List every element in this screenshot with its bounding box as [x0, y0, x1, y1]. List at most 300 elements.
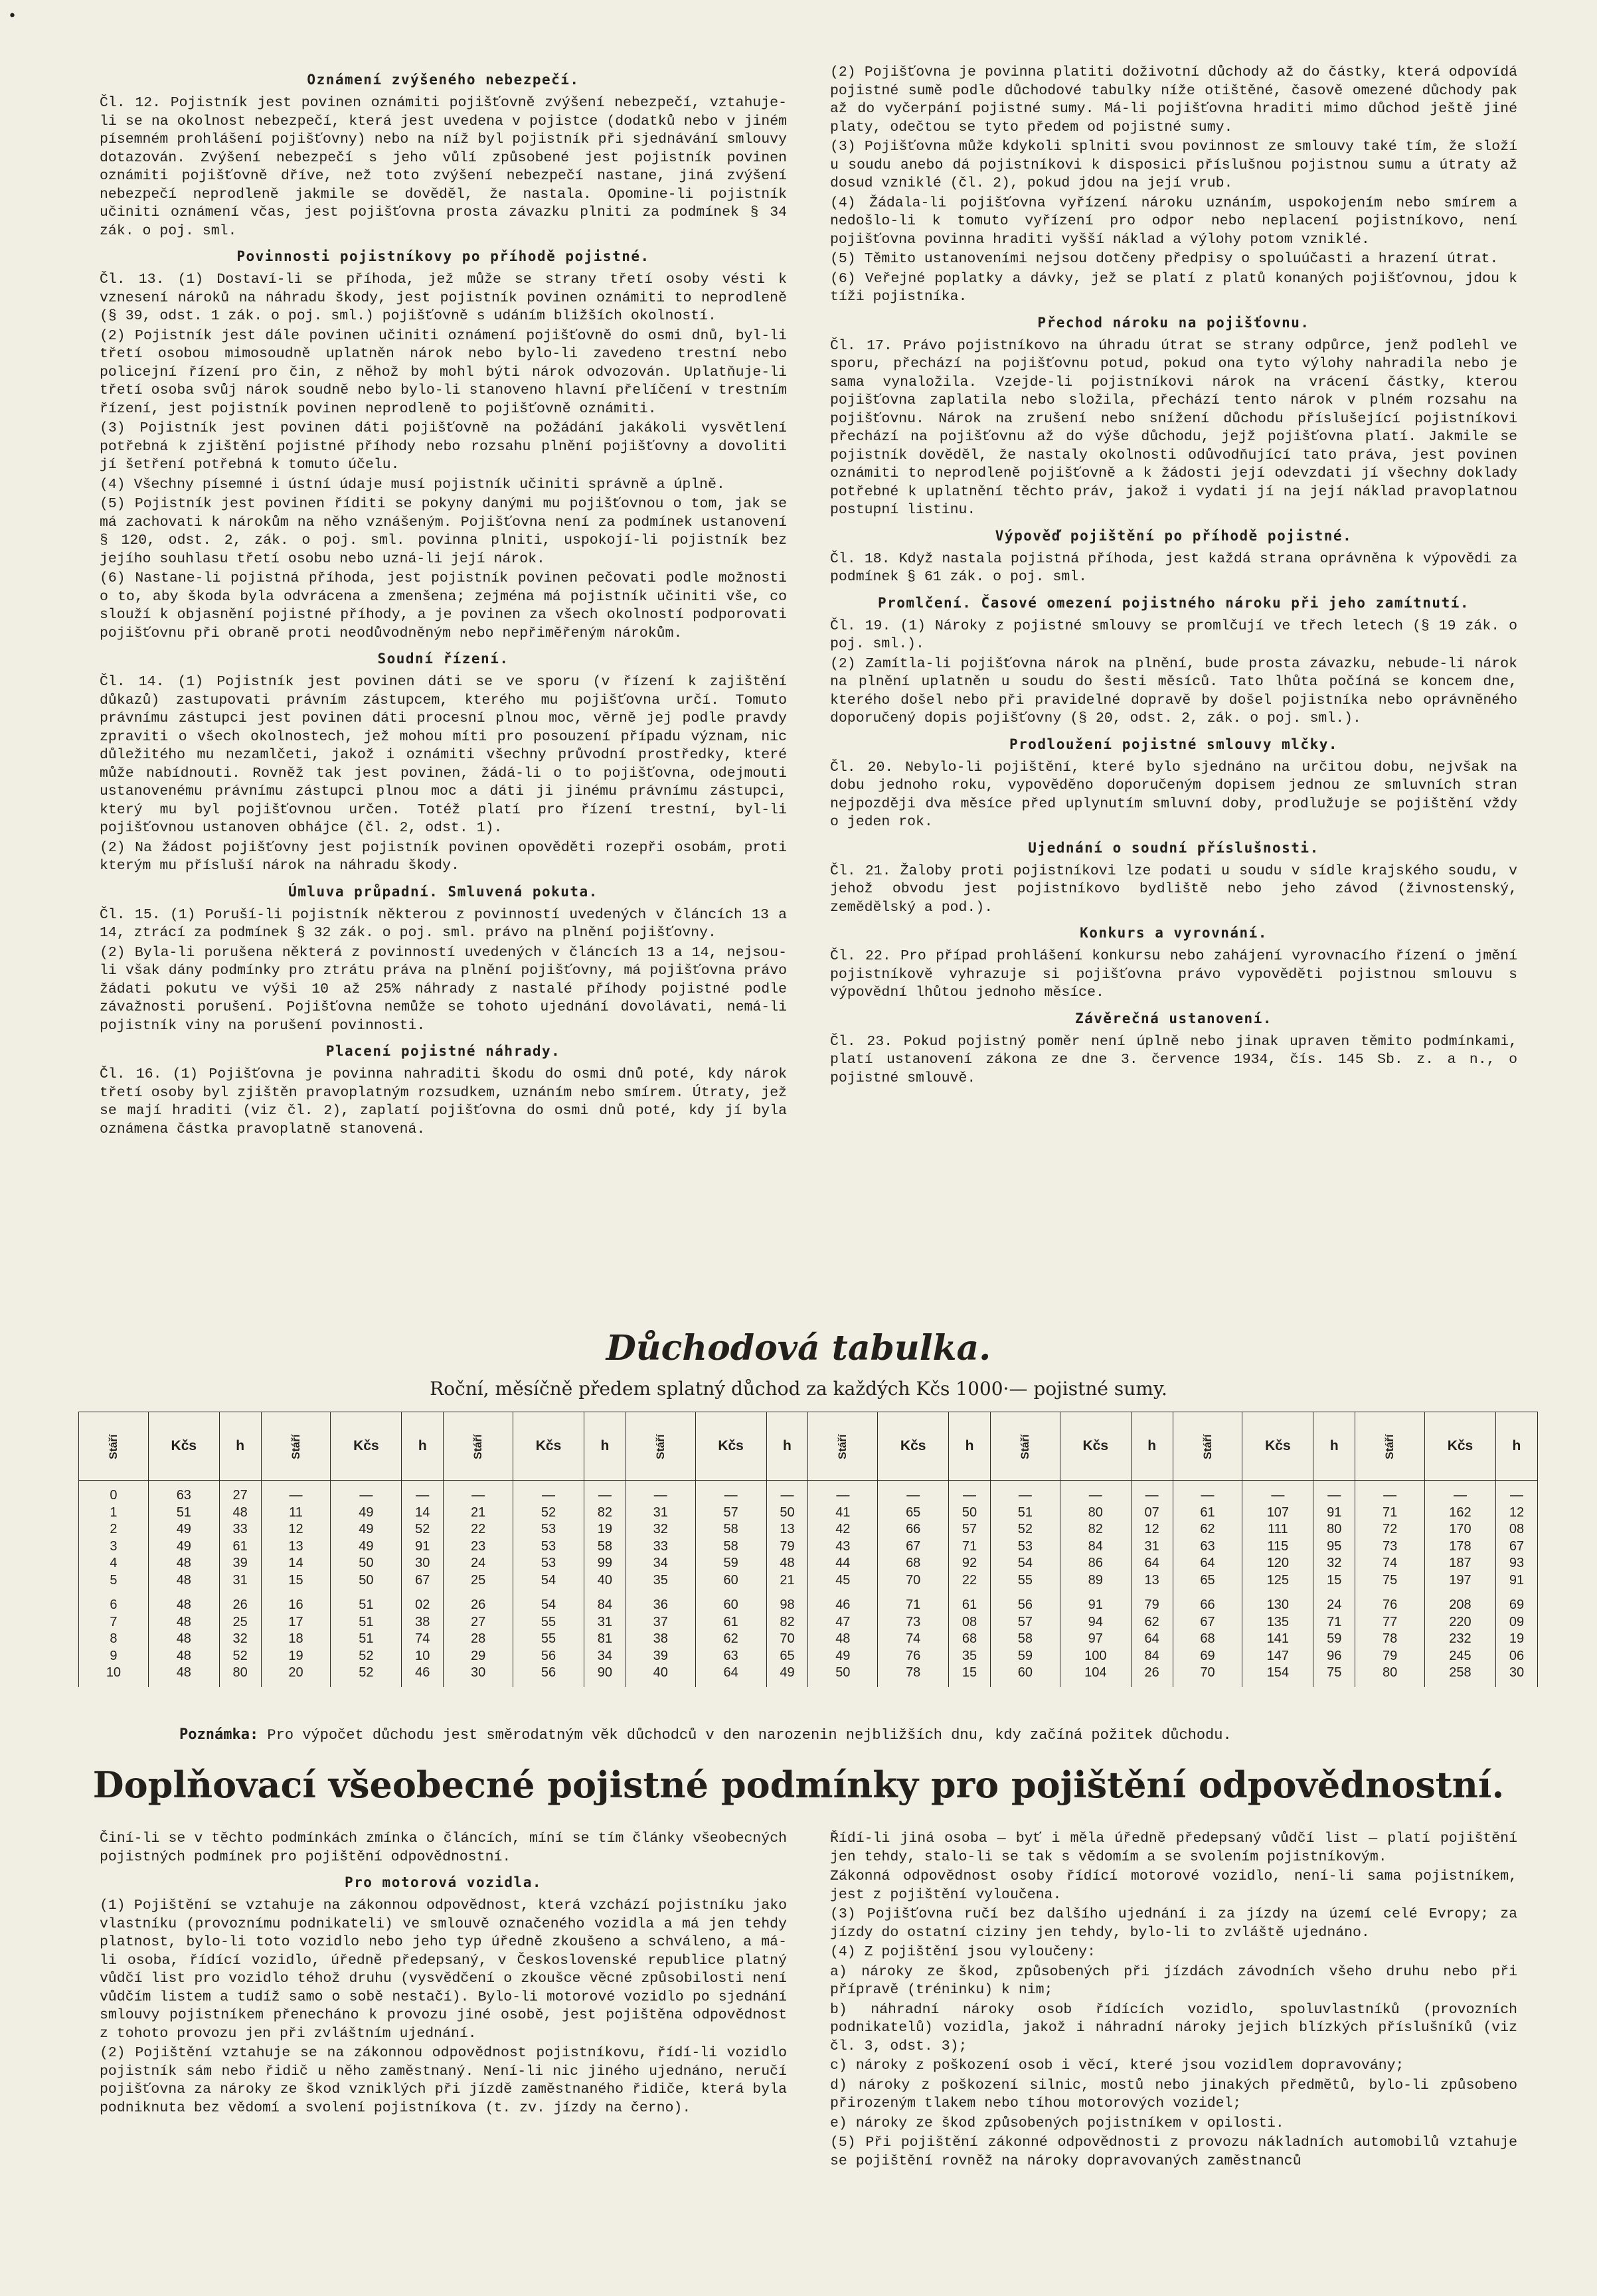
supplementary-conditions-title: Doplňovací všeobecné pojistné podmínky pro pojištění odpovědnostní. — [92, 1763, 1505, 1806]
column-header — [261, 1412, 331, 1481]
column-header — [584, 1412, 626, 1481]
table-cell: 74 — [402, 1631, 444, 1648]
table-cell: 60 — [990, 1665, 1060, 1687]
table-cell: 63 — [1173, 1538, 1242, 1556]
table-cell: 65 — [766, 1648, 808, 1665]
table-cell: 71 — [1313, 1614, 1355, 1631]
table-cell: 22 — [444, 1521, 513, 1538]
table-cell: 48 — [148, 1614, 219, 1631]
column-header — [949, 1412, 991, 1481]
table-cell: 52 — [219, 1648, 261, 1665]
table-cell: 36 — [626, 1589, 695, 1614]
paragraph: (4) Z pojištění jsou vyloučeny: — [830, 1944, 1096, 1960]
table-cell: 47 — [808, 1614, 878, 1631]
table-cell: 06 — [1495, 1648, 1537, 1665]
table-cell: 58 — [990, 1631, 1060, 1648]
table-cell: 197 — [1425, 1572, 1496, 1590]
column-header-label: Kčs — [171, 1438, 197, 1453]
paragraph: e) nároky ze škod způsobených pojistníkem v opilosti. — [830, 2115, 1284, 2131]
table-cell: 59 — [990, 1648, 1060, 1665]
table-cell: 51 — [331, 1614, 402, 1631]
paragraph: (5) Při pojištění zákonné odpovědnosti z provozu nákladních automobilů vztahuje se pojištění rovněž na nároky dopravovaných zaměstnanců — [830, 2135, 1517, 2169]
column-header — [990, 1412, 1060, 1481]
table-cell: — — [1313, 1481, 1355, 1505]
table-cell: 43 — [808, 1538, 878, 1556]
table-cell: 55 — [513, 1631, 584, 1648]
table-cell: 46 — [402, 1665, 444, 1687]
table-cell: 154 — [1242, 1665, 1313, 1687]
section-heading: Povinnosti pojistníkovy po příhodě pojistné. — [236, 248, 650, 264]
column-header — [1355, 1412, 1425, 1481]
table-cell: 50 — [766, 1505, 808, 1522]
column-header-label: Stáří — [106, 1434, 120, 1459]
paragraph: Čl. 12. Pojistník jest povinen oznámiti pojišťovně zvýšení nebezpečí, vztahuje-li se na okolnost nebezpečí, která jest uvedena v pojistce (dodatků nebo v jiném písemném prohlášení pojišťovny) nebo na níž byl pojistník při sjednávání smlouvy dotazován. Zvýšení nebezpečí s jeho vůlí způsobené jest pojistník povinen oznámiti pojišťovně dříve, než toto zvýšení nebezpečí nastane, jiná zvýšení nebezpečí neprodleně jakmile se dověděl, že nastala. Opomine-li pojistník učiniti oznámení včas, jest pojišťovna prosta závazku plniti za podmínek § 34 zák. o poj. sml. — [100, 95, 787, 239]
table-cell: 82 — [584, 1505, 626, 1522]
paragraph: Čl. 23. Pokud pojistný poměr není úplně nebo jinak upraven těmito podmínkami, platí ustanovení zákona ze dne 3. července 1934, čís. 145 Sb. z. a n., o pojistné smlouvě. — [830, 1033, 1517, 1086]
column-header — [1173, 1412, 1242, 1481]
table-cell: 147 — [1242, 1648, 1313, 1665]
table-cell: 0 — [79, 1481, 149, 1505]
table-cell: 68 — [1173, 1631, 1242, 1648]
table-cell: 19 — [261, 1648, 331, 1665]
section2-right-column — [830, 1830, 1517, 2172]
table-cell: 96 — [1313, 1648, 1355, 1665]
table-cell: 02 — [402, 1589, 444, 1614]
table-cell: — — [331, 1481, 402, 1505]
annuity-table-subtitle: Roční, měsíčně předem splatný důchod za každých Kčs 1000·— pojistné sumy. — [430, 1378, 1167, 1400]
table-row — [79, 1614, 1538, 1631]
table-cell: 48 — [148, 1648, 219, 1665]
table-cell: 37 — [626, 1614, 695, 1631]
table-cell: 13 — [261, 1538, 331, 1556]
section-heading: Pro motorová vozidla. — [344, 1874, 542, 1890]
table-cell: 24 — [1313, 1589, 1355, 1614]
table-cell: 30 — [444, 1665, 513, 1687]
table-cell: 24 — [444, 1555, 513, 1572]
table-cell: 07 — [1131, 1505, 1173, 1522]
table-cell: 31 — [219, 1572, 261, 1590]
table-cell: 12 — [1495, 1505, 1537, 1522]
table-cell: 187 — [1425, 1555, 1496, 1572]
paragraph: Čl. 20. Nebylo-li pojištění, které bylo sjednáno na určitou dobu, nejvšak na dobu jednoho roku, vypověděno doporučeným dopisem jednou ze smluvních stran nejpozději dva měsíce před uplynutím smluvní doby, prodlužuje se pojištění vždy o jeden rok. — [830, 759, 1517, 830]
paragraph: Čl. 18. Když nastala pojistná příhoda, jest každá strana oprávněna k výpovědi za podmínek § 61 zák. o poj. sml. — [830, 550, 1517, 585]
table-cell: 170 — [1425, 1521, 1496, 1538]
table-row — [79, 1521, 1538, 1538]
table-cell: 28 — [444, 1631, 513, 1648]
table-cell: 97 — [1060, 1631, 1131, 1648]
table-cell: 15 — [1313, 1572, 1355, 1590]
table-cell: 39 — [219, 1555, 261, 1572]
column-header-label: Stáří — [1018, 1434, 1031, 1459]
table-cell: 56 — [513, 1648, 584, 1665]
annuity-table-title: Důchodová tabulka. — [606, 1328, 991, 1368]
table-cell: 40 — [584, 1572, 626, 1590]
column-header-label: Kčs — [1082, 1438, 1109, 1453]
table-note — [179, 1726, 1232, 1744]
table-cell: 75 — [1313, 1665, 1355, 1687]
table-cell: — — [402, 1481, 444, 1505]
table-cell: 33 — [626, 1538, 695, 1556]
paragraph: (4) Žádala-li pojišťovna vyřízení nároku uznáním, uspokojením nebo smírem a nedošlo-li k tomuto vyřízení pro odpor nebo neplacení pojistníkovo, není pojišťovna povinna hraditi vyšší náklad a výlohy potom vzniklé. — [830, 195, 1517, 248]
table-row — [79, 1481, 1538, 1505]
table-cell: 26 — [444, 1589, 513, 1614]
table-cell: 94 — [1060, 1614, 1131, 1631]
table-cell: 48 — [148, 1572, 219, 1590]
paragraph: c) nároky z poškození osob i věcí, které jsou vozidlem dopravovány; — [830, 2058, 1404, 2074]
table-cell: 15 — [949, 1665, 991, 1687]
paragraph: (6) Veřejné poplatky a dávky, jež se platí z platů konaných pojišťovnou, jdou k tíži pojistníka. — [830, 270, 1517, 305]
table-cell: 82 — [766, 1614, 808, 1631]
table-cell: 99 — [584, 1555, 626, 1572]
table-cell: 73 — [1355, 1538, 1425, 1556]
table-cell: 67 — [878, 1538, 949, 1556]
table-cell: 62 — [1131, 1614, 1173, 1631]
table-cell: 91 — [1313, 1505, 1355, 1522]
table-cell: 220 — [1425, 1614, 1496, 1631]
table-cell: 52 — [331, 1648, 402, 1665]
table-cell: 31 — [584, 1614, 626, 1631]
table-cell: 64 — [1131, 1555, 1173, 1572]
section-heading: Ujednání o soudní příslušnosti. — [1028, 839, 1319, 856]
table-cell: 54 — [990, 1555, 1060, 1572]
column-header — [513, 1412, 584, 1481]
table-cell: 35 — [626, 1572, 695, 1590]
table-cell: — — [1495, 1481, 1537, 1505]
table-cell: 10 — [79, 1665, 149, 1687]
column-header — [444, 1412, 513, 1481]
table-cell: 51 — [990, 1505, 1060, 1522]
column-header — [331, 1412, 402, 1481]
table-cell: 54 — [513, 1589, 584, 1614]
table-cell: 48 — [148, 1631, 219, 1648]
table-row — [79, 1538, 1538, 1556]
table-cell: 46 — [808, 1589, 878, 1614]
column-header-label: h — [418, 1438, 427, 1453]
column-header — [79, 1412, 149, 1481]
paragraph: (2) Pojištění vztahuje se na zákonnou odpovědnost pojistníkovu, řídí-li vozidlo pojistník sám nebo řidič u něho zaměstnaný. Není-li nic jiného ujednáno, neručí pojišťovna za nároky ze škod vzniklých při jízdě zaměstnaného řidiče, která byla podniknuta bez vědomí a svolení pojistníkova (t. zv. jízdy na černo). — [100, 2045, 787, 2116]
table-cell: 90 — [584, 1665, 626, 1687]
table-cell: 80 — [1355, 1665, 1425, 1687]
table-cell: 09 — [1495, 1614, 1537, 1631]
table-cell: 61 — [1173, 1505, 1242, 1522]
paragraph: (3) Pojišťovna může kdykoli splniti svou povinnost ze smlouvy také tím, že složí u soudu anebo dá pojistníkovi k disposici příslušnou pojistnou sumu a útraty až dosud vzniklé (čl. 2), pokud jdou na její vrub. — [830, 139, 1517, 191]
table-cell: 3 — [79, 1538, 149, 1556]
table-cell: 48 — [148, 1589, 219, 1614]
paragraph: Čl. 21. Žaloby proti pojistníkovi lze podati u soudu v sídle krajského soudu, v jehož obvodu jest pojistníkovo bydliště nebo jeho závod (živnostenský, zemědělský a pod.). — [830, 862, 1517, 916]
table-cell: 32 — [219, 1631, 261, 1648]
table-cell: 52 — [513, 1505, 584, 1522]
table-row — [79, 1665, 1538, 1687]
table-cell: 11 — [261, 1505, 331, 1522]
table-cell: 39 — [626, 1648, 695, 1665]
table-cell: 59 — [695, 1555, 766, 1572]
table-cell: 73 — [878, 1614, 949, 1631]
table-cell: 50 — [331, 1572, 402, 1590]
table-cell: 111 — [1242, 1521, 1313, 1538]
table-cell: 65 — [878, 1505, 949, 1522]
table-cell: 13 — [766, 1521, 808, 1538]
table-cell: — — [766, 1481, 808, 1505]
table-cell: 34 — [626, 1555, 695, 1572]
table-cell: 26 — [1131, 1665, 1173, 1687]
table-cell: 82 — [1060, 1521, 1131, 1538]
table-cell: 19 — [1495, 1631, 1537, 1648]
paragraph: (5) Těmito ustanoveními nejsou dotčeny předpisy o spoluúčasti a hrazení útrat. — [830, 251, 1499, 267]
table-cell: 48 — [808, 1631, 878, 1648]
table-cell: — — [990, 1481, 1060, 1505]
column-header — [766, 1412, 808, 1481]
table-cell: 21 — [766, 1572, 808, 1590]
table-cell: 98 — [766, 1589, 808, 1614]
table-cell: 86 — [1060, 1555, 1131, 1572]
note-label: Poznámka: — [179, 1726, 259, 1743]
table-cell: 50 — [331, 1555, 402, 1572]
table-cell: 49 — [331, 1505, 402, 1522]
table-cell: 57 — [695, 1505, 766, 1522]
column-header — [219, 1412, 261, 1481]
column-header-label: Stáří — [836, 1434, 849, 1459]
table-cell: 95 — [1313, 1538, 1355, 1556]
table-cell: 71 — [949, 1538, 991, 1556]
table-cell: 26 — [219, 1589, 261, 1614]
table-cell: 77 — [1355, 1614, 1425, 1631]
column-header-label: Kčs — [718, 1438, 744, 1453]
column-header-label: Kčs — [535, 1438, 562, 1453]
table-cell: 120 — [1242, 1555, 1313, 1572]
table-cell: 79 — [1355, 1648, 1425, 1665]
table-cell: 58 — [584, 1538, 626, 1556]
paragraph: Čl. 16. (1) Pojišťovna je povinna nahraditi škodu do osmi dnů poté, kdy nárok třetí osoby byl zjištěn pravoplatným rozsudkem, uznáním nebo smírem. Útraty, jež se mají hraditi (viz čl. 2), zaplatí pojišťovna do osmi dnů poté, kdy jí byla oznámena částka pravoplatně stanovená. — [100, 1066, 787, 1137]
table-cell: 27 — [444, 1614, 513, 1631]
column-header — [1131, 1412, 1173, 1481]
table-cell: 76 — [878, 1648, 949, 1665]
table-cell: 91 — [402, 1538, 444, 1556]
column-header-label: Stáří — [653, 1434, 667, 1459]
table-cell: 51 — [331, 1589, 402, 1614]
table-cell: 30 — [1495, 1665, 1537, 1687]
section-heading: Soudní řízení. — [377, 651, 509, 667]
table-cell: 12 — [1131, 1521, 1173, 1538]
table-cell: 63 — [148, 1481, 219, 1505]
table-cell: 56 — [990, 1589, 1060, 1614]
table-cell: 69 — [1495, 1589, 1537, 1614]
section-heading: Přechod nároku na pojišťovnu. — [1037, 314, 1310, 331]
table-cell: — — [261, 1481, 331, 1505]
table-cell: 68 — [878, 1555, 949, 1572]
table-cell: 21 — [444, 1505, 513, 1522]
table-cell: 2 — [79, 1521, 149, 1538]
paragraph: (1) Pojištění se vztahuje na zákonnou odpovědnost, která vzchází pojistníku jako vlastníku (provoznímu podnikateli) ve smlouvě označeného vozidla a má jen tehdy platnost, bylo-li toto vozidlo nebo jeho typ úředně zkoušeno a schváleno, a má-li osoba, řídící vozidlo, úředně předepsaný, v Československé republice platný vůdčí list pro vozidlo téhož druhu (vysvědčení o zkoušce věcné způsobilosti není vůdčím listem a tudíž samo o sobě nestačí). Bylo-li motorové vozidlo po sjednání smlouvy pojistníkem přenecháno k provozu jiné osobě, jest pojištěna odpovědnost z tohoto provozu jen při zvláštním ujednání. — [100, 1898, 787, 2042]
paragraph: (2) Byla-li porušena některá z povinností uvedených v článcích 13 a 14, nejsou-li však dány podmínky pro ztrátu práva na plnění pojišťovny, má pojišťovna právo žádati pokutu ve výši 10 až 25% náhrady z nastalé příhody pojistné podle závažnosti porušení. Pojišťovna nemůže se tohoto ujednání dovolávati, nemá-li pojistník viny na porušení povinnosti. — [100, 944, 787, 1034]
table-cell: 72 — [1355, 1521, 1425, 1538]
paragraph: d) nároky z poškození silnic, mostů nebo jinakých předmětů, bylo-li způsobeno přirozeným tlakem nebo tíhou motorových vozidel; — [830, 2077, 1517, 2111]
section-heading: Závěrečná ustanovení. — [1074, 1010, 1272, 1026]
table-cell: 32 — [1313, 1555, 1355, 1572]
table-cell: 91 — [1495, 1572, 1537, 1590]
table-cell: 80 — [1060, 1505, 1131, 1522]
table-cell: — — [1173, 1481, 1242, 1505]
table-cell: 50 — [949, 1505, 991, 1522]
table-cell: 65 — [1173, 1572, 1242, 1590]
paragraph: Činí-li se v těchto podmínkách zmínka o článcích, míní se tím články všeobecných pojistných podmínek pro pojištění odpovědnostní. — [100, 1831, 787, 1865]
column-header — [148, 1412, 219, 1481]
table-cell: 17 — [261, 1614, 331, 1631]
table-cell: 55 — [513, 1614, 584, 1631]
section-heading: Prodloužení pojistné smlouvy mlčky. — [1009, 736, 1338, 752]
table-cell: 115 — [1242, 1538, 1313, 1556]
table-cell: 66 — [1173, 1589, 1242, 1614]
table-cell: — — [1425, 1481, 1496, 1505]
column-header-label: h — [1512, 1438, 1521, 1453]
table-cell: 57 — [990, 1614, 1060, 1631]
column-header — [626, 1412, 695, 1481]
table-cell: 29 — [444, 1648, 513, 1665]
table-cell: 8 — [79, 1631, 149, 1648]
table-cell: 100 — [1060, 1648, 1131, 1665]
table-cell: — — [878, 1481, 949, 1505]
table-cell: 245 — [1425, 1648, 1496, 1665]
column-header-label: Stáří — [1201, 1434, 1214, 1459]
paragraph: (6) Nastane-li pojistná příhoda, jest pojistník povinen pečovati podle možnosti o to, aby škoda byla odvrácena a zmenšena; zejména má pojistník učiniti vše, co slouží k objasnění pojistné příhody, a je povinen za všech okolností podporovati pojišťovnu při obraně proti neodůvodněným nebo nepřiměřeným nárokům. — [100, 570, 787, 641]
table-cell: — — [695, 1481, 766, 1505]
paragraph: (2) Na žádost pojišťovny jest pojistník povinen opověděti rozepři osobám, proti kterým mu přísluší nárok na náhradu škody. — [100, 839, 787, 874]
table-cell: 107 — [1242, 1505, 1313, 1522]
table-cell: 18 — [261, 1631, 331, 1648]
table-cell: 13 — [1131, 1572, 1173, 1590]
paragraph: (2) Pojišťovna je povinna platiti doživotní důchody až do částky, která odpovídá pojistné sumě podle důchodové tabulky níže otištěné, časově omezené důchody pak až do vyčerpání pojistné sumy. Má-li pojišťovna hraditi mimo důchod ještě jiné platy, odečtou se tyto předem od pojistné sumy. — [830, 64, 1517, 135]
table-cell: 56 — [513, 1665, 584, 1687]
column-header — [878, 1412, 949, 1481]
table-cell: 58 — [695, 1521, 766, 1538]
table-cell: 6 — [79, 1589, 149, 1614]
table-row — [79, 1589, 1538, 1614]
paragraph: Čl. 13. (1) Dostaví-li se příhoda, jež může se strany třetí osoby vésti k vznesení nároků na náhradu škody, jest pojistník povinen oznámiti to neprodleně (§ 39, odst. 1 zák. o poj. sml.) pojišťovně s udáním bližších okolností. — [100, 272, 787, 324]
table-row — [79, 1648, 1538, 1665]
table-cell: 135 — [1242, 1614, 1313, 1631]
table-cell: 75 — [1355, 1572, 1425, 1590]
table-cell: 23 — [444, 1538, 513, 1556]
column-header-label: Stáří — [289, 1434, 302, 1459]
table-cell: 232 — [1425, 1631, 1496, 1648]
column-header — [1242, 1412, 1313, 1481]
table-cell: 79 — [1131, 1589, 1173, 1614]
table-cell: 32 — [626, 1521, 695, 1538]
table-cell: 57 — [949, 1521, 991, 1538]
table-cell: 12 — [261, 1521, 331, 1538]
table-cell: 125 — [1242, 1572, 1313, 1590]
table-cell: — — [513, 1481, 584, 1505]
table-cell: 78 — [878, 1665, 949, 1687]
table-cell: 19 — [584, 1521, 626, 1538]
table-cell: 30 — [402, 1555, 444, 1572]
table-cell: 48 — [148, 1665, 219, 1687]
table-cell: 25 — [219, 1614, 261, 1631]
table-cell: 74 — [1355, 1555, 1425, 1572]
paragraph: b) náhradní nároky osob řídících vozidlo, spoluvlastníků (provozních podnikatelů) vozidla, jakož i náhradní nároky jejich blízkých příslušníků (viz čl. 3, odst. 3); — [830, 2001, 1517, 2054]
column-header — [1060, 1412, 1131, 1481]
table-cell: 51 — [148, 1505, 219, 1522]
table-cell: 89 — [1060, 1572, 1131, 1590]
table-cell: 1 — [79, 1505, 149, 1522]
annuity-table — [78, 1412, 1538, 1687]
column-header — [402, 1412, 444, 1481]
table-cell: 44 — [808, 1555, 878, 1572]
column-header-label: Stáří — [471, 1434, 485, 1459]
table-cell: 49 — [331, 1538, 402, 1556]
table-cell: 52 — [331, 1665, 402, 1687]
column-header — [1495, 1412, 1537, 1481]
table-cell: 31 — [626, 1505, 695, 1522]
paragraph: Čl. 15. (1) Poruší-li pojistník některou z povinností uvedených v článcích 13 a 14, ztrácí za podmínek § 32 zák. o poj. sml. právo na plnění pojišťovny. — [100, 906, 787, 941]
column-header — [808, 1412, 878, 1481]
table-cell: 70 — [766, 1631, 808, 1648]
table-cell: 53 — [513, 1555, 584, 1572]
table-cell: 41 — [808, 1505, 878, 1522]
table-cell: 45 — [808, 1572, 878, 1590]
table-cell: 208 — [1425, 1589, 1496, 1614]
table-cell: 60 — [695, 1589, 766, 1614]
section-heading: Placení pojistné náhrady. — [325, 1043, 561, 1059]
section2-left-column — [100, 1830, 787, 2119]
table-cell: 130 — [1242, 1589, 1313, 1614]
table-cell: 08 — [1495, 1521, 1537, 1538]
column-header-label: Kčs — [1265, 1438, 1291, 1453]
table-cell: 50 — [808, 1665, 878, 1687]
table-cell: 64 — [695, 1665, 766, 1687]
table-cell: 14 — [402, 1505, 444, 1522]
table-cell: 80 — [219, 1665, 261, 1687]
table-cell: 64 — [1173, 1555, 1242, 1572]
margin-mark: • — [8, 8, 17, 25]
table-cell: 84 — [1131, 1648, 1173, 1665]
table-cell: 35 — [949, 1648, 991, 1665]
column-header-label: h — [1329, 1438, 1339, 1453]
column-header-label: h — [783, 1438, 792, 1453]
table-cell: 64 — [1131, 1631, 1173, 1648]
table-cell: — — [808, 1481, 878, 1505]
table-cell: 48 — [148, 1555, 219, 1572]
table-cell: 34 — [584, 1648, 626, 1665]
table-row — [79, 1572, 1538, 1590]
column-header — [1425, 1412, 1496, 1481]
table-cell: 74 — [878, 1631, 949, 1648]
table-cell: — — [1131, 1481, 1173, 1505]
table-cell: 16 — [261, 1589, 331, 1614]
table-cell: 53 — [513, 1538, 584, 1556]
table-cell: — — [1060, 1481, 1131, 1505]
table-cell: 93 — [1495, 1555, 1537, 1572]
column-header-label: h — [965, 1438, 974, 1453]
section-heading: Promlčení. Časové omezení pojistného nároku při jeho zamítnutí. — [877, 594, 1470, 611]
table-cell: 49 — [148, 1538, 219, 1556]
table-cell: 104 — [1060, 1665, 1131, 1687]
table-cell: 258 — [1425, 1665, 1496, 1687]
table-cell: 55 — [990, 1572, 1060, 1590]
paragraph: Čl. 19. (1) Nároky z pojistné smlouvy se promlčují ve třech letech (§ 19 zák. o poj. sml.). — [830, 617, 1517, 652]
column-header — [1313, 1412, 1355, 1481]
table-cell: 15 — [261, 1572, 331, 1590]
section-heading: Konkurs a vyrovnání. — [1080, 925, 1268, 941]
table-cell: 22 — [949, 1572, 991, 1590]
table-cell: 61 — [695, 1614, 766, 1631]
paragraph: a) nároky ze škod, způsobených při jízdách závodních všeho druhu nebo při přípravě (tréninku) k nim; — [830, 1963, 1517, 1998]
table-cell: 67 — [1173, 1614, 1242, 1631]
table-cell: 10 — [402, 1648, 444, 1665]
table-cell: 52 — [402, 1521, 444, 1538]
table-cell: 68 — [949, 1631, 991, 1648]
column-header-label: Kčs — [1447, 1438, 1473, 1453]
paragraph: Čl. 22. Pro případ prohlášení konkursu nebo zahájení vyrovnacího řízení o jmění pojistníkově vyhrazuje si pojišťovna právo vypověděti pojistnou smlouvu s výpovědní lhůtou jednoho měsíce. — [830, 948, 1517, 1001]
